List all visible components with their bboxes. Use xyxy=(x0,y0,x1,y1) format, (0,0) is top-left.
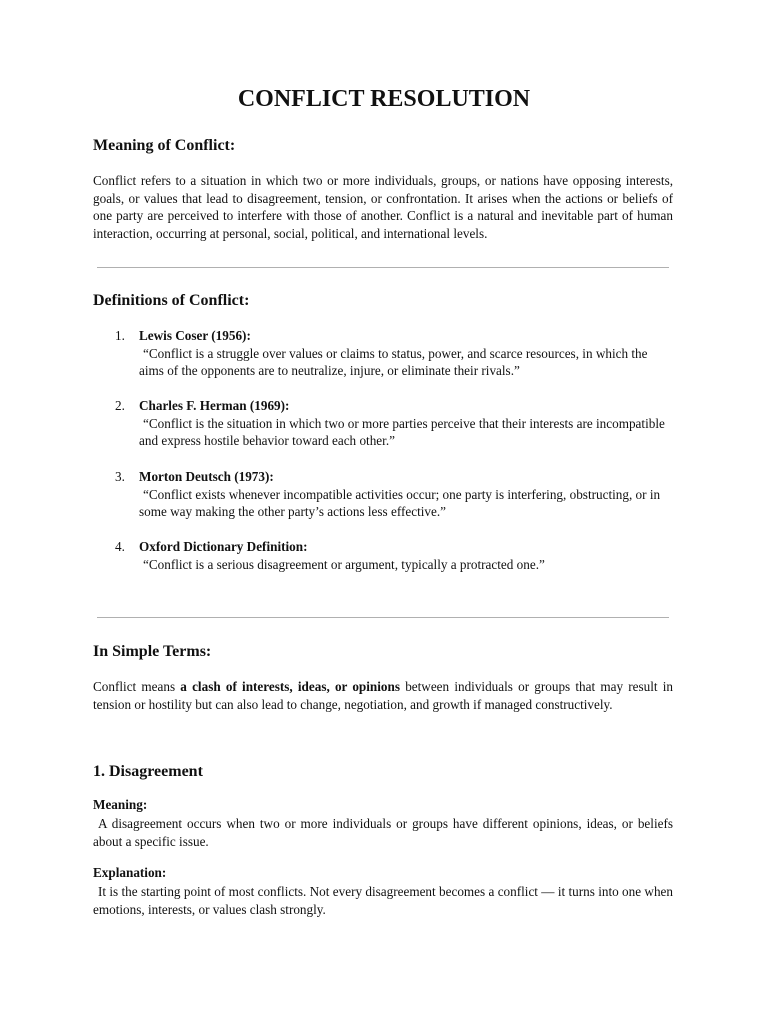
definition-author: Lewis Coser (1956): xyxy=(139,328,251,343)
definition-quote: “Conflict is the situation in which two or more parties perceive that their interests are incompatible and express hostile behavior toward each other.” xyxy=(139,415,665,449)
disagreement-explanation-text: It is the starting point of most conflicts. Not every disagreement becomes a conflict — it turns into one when emotions, interests, or values clash strongly. xyxy=(93,884,673,917)
definition-author: Oxford Dictionary Definition: xyxy=(139,539,308,554)
definition-number: 2. xyxy=(115,398,125,413)
definitions-heading: Definitions of Conflict: xyxy=(93,292,250,309)
definition-author: Charles F. Herman (1969): xyxy=(139,398,290,413)
simple-terms-heading: In Simple Terms: xyxy=(93,643,212,660)
simple-terms-text-after: between individuals or groups that may result in tension or hostility but can also lead to change, negotiation, and growth if managed constructively. xyxy=(93,679,673,712)
divider xyxy=(97,617,669,618)
simple-terms-paragraph xyxy=(93,678,673,713)
meaning-heading: Meaning of Conflict: xyxy=(93,137,236,154)
definition-author: Morton Deutsch (1973): xyxy=(139,469,274,484)
definition-number: 3. xyxy=(115,469,125,484)
definition-number: 1. xyxy=(115,328,125,343)
definition-quote: “Conflict is a struggle over values or claims to status, power, and scarce resources, in which the aims of the opponents are to neutralize, injure, or eliminate their rivals.” xyxy=(139,345,648,379)
disagreement-heading: 1. Disagreement xyxy=(93,763,203,780)
meaning-paragraph: Conflict refers to a situation in which two or more individuals, groups, or nations have opposing interests, goals, or values that lead to disagreement, tension, or confrontation. It arises when the actions or beliefs of one party are perceived to interfere with those of another. Conflict is a natural and inevitable part of human interaction, occurring at personal, social, political, and international levels. xyxy=(93,173,673,241)
definition-quote: “Conflict is a serious disagreement or argument, typically a protracted one.” xyxy=(143,556,545,572)
simple-terms-text-before: Conflict means xyxy=(93,679,181,694)
disagreement-explanation-label: Explanation: xyxy=(93,865,167,880)
document-title: CONFLICT RESOLUTION xyxy=(237,86,531,112)
definition-quote: “Conflict exists whenever incompatible activities occur; one party is interfering, obstructing, or in some way making the other party’s actions less effective.” xyxy=(139,486,661,520)
simple-terms-emphasis: a clash of interests, ideas, or opinions xyxy=(180,679,400,694)
disagreement-meaning-text: A disagreement occurs when two or more individuals or groups have different opinions, ideas, or beliefs about a specific issue. xyxy=(93,816,673,849)
definition-number: 4. xyxy=(115,539,125,554)
disagreement-meaning-label: Meaning: xyxy=(93,797,148,812)
divider xyxy=(97,267,669,268)
